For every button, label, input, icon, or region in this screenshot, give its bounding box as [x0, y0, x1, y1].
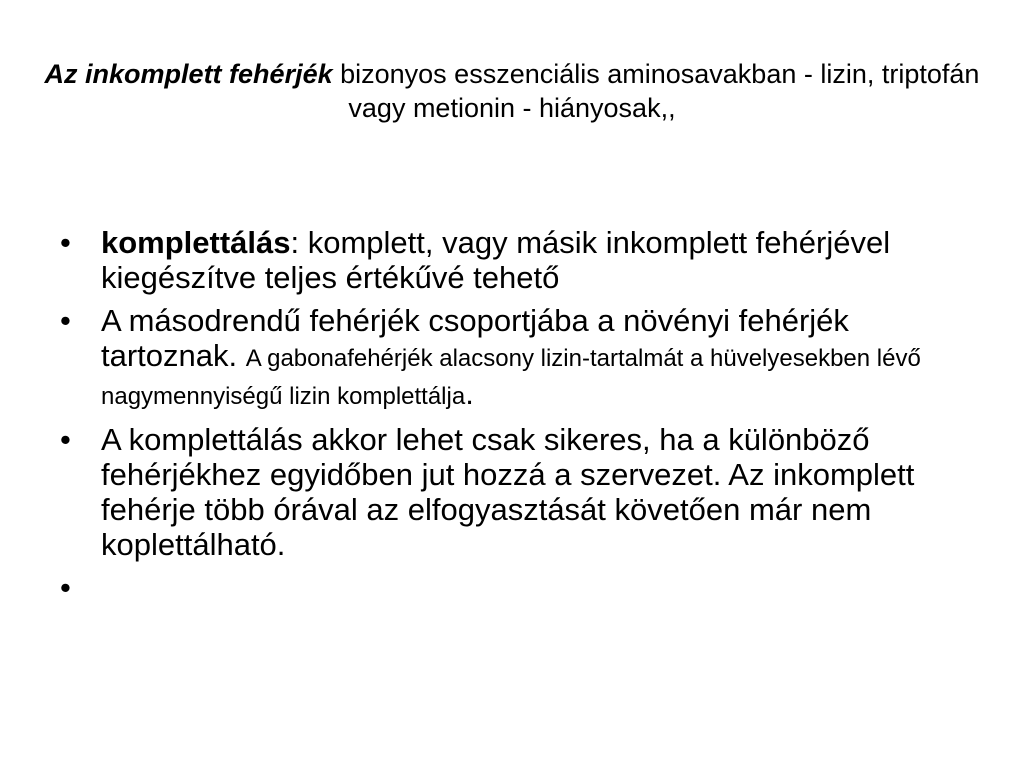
bullet-text: : komplett, vagy másik inkomplett fehérjével kiegészítve teljes értékűvé tehető	[101, 225, 891, 295]
bullet-item-empty	[60, 570, 960, 605]
bullet-item-sikeres	[60, 422, 960, 562]
bullet-text: A másodrendű fehérjék csoportjába a növényi fehérjék tartoznak.	[101, 303, 849, 373]
bullet-item-komplettalas	[60, 225, 960, 295]
title-emphasis: Az inkomplett fehérjék	[44, 59, 333, 89]
bullet-item-masodrendu	[60, 303, 960, 414]
bullet-text: A komplettálás akkor lehet csak sikeres, ha a különböző fehérjékhez egyidőben jut hozzá a szervezet. Az inkomplett fehérje több órával az elfogyasztását követően már nem koplettálható.	[101, 422, 915, 562]
bullet-small-text: A gabonafehérjék alacsony lizin-tartalmát a hüvelyesekben lévő nagymennyiségű lizin komplettálja	[101, 345, 921, 410]
bullet-list	[60, 225, 960, 613]
title-rest: bizonyos esszenciális aminosavakban - lizin, triptofán vagy metionin - hiányosak,,	[332, 59, 980, 123]
slide-title	[40, 57, 984, 125]
bullet-end: .	[465, 376, 474, 411]
bullet-term: komplettálás	[101, 225, 291, 260]
